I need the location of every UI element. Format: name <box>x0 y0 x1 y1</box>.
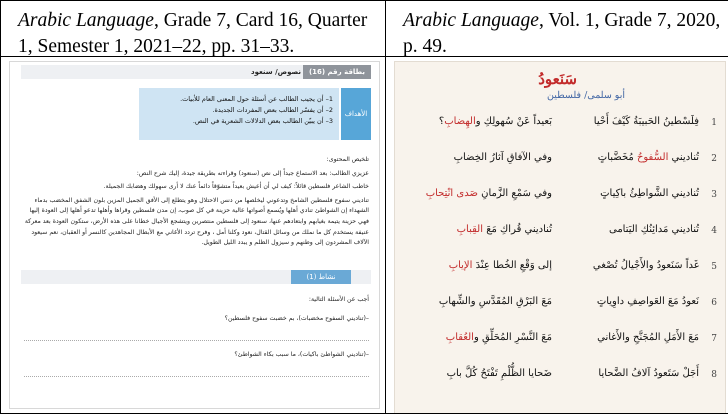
hemistich-second: وفي الآفاقِ آثارُ الخِضابِ <box>412 152 552 163</box>
worksheet-card <box>9 61 380 409</box>
objectives-box <box>139 88 339 140</box>
summary-heading: تلخيص المحتوى: <box>24 155 369 166</box>
hemistich-second: بَعيداً عَنْ سُهولِكِ والهِضابِ؟ <box>412 116 552 127</box>
objectives-label: الأهداف <box>341 88 371 140</box>
poem-line <box>407 220 717 250</box>
card-header <box>21 65 371 79</box>
poet-name: أبو سلمى/ فلسطين <box>547 90 625 101</box>
textbook-page <box>394 61 726 413</box>
line-number: 7 <box>711 334 717 344</box>
poem-line <box>407 184 717 214</box>
line-number: 6 <box>711 298 717 308</box>
hemistich-second: مَعَ البَرْقِ المُقَدَّسِ والشِّهابِ <box>412 296 552 307</box>
activity-header <box>21 270 371 284</box>
caption-right <box>386 1 728 56</box>
summary-paragraph: تناديني سفوح فلسطين الشامخ وتدعوني ليخلصها من دنس الاحتلال وهو يتطلع إلى الأفق الجميل المزين بلون الشفق المخضب بدماء الشهداء إن الشواطئ تنادي أهلها ويُسمع أصواتها عالية حزينة في كل صوب، إن مدن فلسطين وقراها وأهلها تدعو أهلها إلى العودة إليها فهي حزينة يتيمة بغيابهم وابتعادهم عنها، سنعود إلى فلسطين منتصرين ويتشجع الأجيال خطانا على هذه الأرض، ستكون العودة بعد معركة عنيفة يستخدم كل ما نملك من وسائل القتال، نعود وكلنا أمل ، وفرح تردد الأغاني مع الأبطال المجاهدين كالنسر أو العقبان، نعم سيعود الآلاف المشردون إلى وطنهم و سيزول الظلم و يبدد الليل الطويل. <box>24 196 369 249</box>
activity-questions <box>24 294 369 385</box>
hemistich-first: مَعَ الأَمَلِ المُجَنَّحِ والأَغاني <box>559 332 699 343</box>
summary-paragraph: عزيزي الطالب: بعد الاستماع جيداً إلى نص (سنعود) وقراءته بطريقة جيدة، إليك شرح النص: <box>24 169 369 180</box>
hemistich-second: إلى وَقْعِ الخُطا عِنْدَ الإيابِ <box>412 260 552 271</box>
poem-line <box>407 364 717 394</box>
objective-item: 2– أن يفسّر الطالب بعض المفردات الجديدة. <box>139 105 333 116</box>
caption-left-title: Arabic Language <box>18 10 154 31</box>
poem-line <box>407 292 717 322</box>
caption-right-title: Arabic Language <box>403 10 539 31</box>
hemistich-second: وفي سَمْعِ الزَّمانِ صَدى انْتِحابِ <box>412 188 552 199</box>
caption-right-cell <box>386 1 728 57</box>
objective-item: 1– أن يجيب الطالب عن أسئلة حول المعنى العام للأبيات. <box>139 94 333 105</box>
poem-line <box>407 328 717 358</box>
caption-left-cell <box>1 1 386 57</box>
objective-item: 3– أن يبيّن الطالب بعض الدلالات الشعرية في النص. <box>139 116 333 127</box>
image-right-cell <box>386 57 728 414</box>
questions-intro: أجب عن الأسئلة التالية: <box>24 294 369 305</box>
hemistich-first: غَداً سَنَعودُ والأَجْيالُ تُصْغي <box>559 260 699 271</box>
hemistich-second: مَعَ النَّسْرِ المُحَلِّقِ والعُقابِ <box>412 332 552 343</box>
hemistich-second: تُناديني قُراكِ مَعَ القِبابِ <box>412 224 552 235</box>
question-item: –(تناديني الشواطئ باكيات)، ما سبب بكاء الشواطئ؟ <box>24 349 369 360</box>
hemistich-second: ضَحايا الظُّلْمِ تَفْتَحُ كُلَّ بابِ <box>412 368 552 379</box>
line-number: 5 <box>711 262 717 272</box>
card-number: بطاقة رقم (16) <box>303 65 371 79</box>
line-number: 8 <box>711 370 717 380</box>
poem-title: سَنَعودُ <box>538 70 577 88</box>
line-number: 2 <box>711 154 717 164</box>
question-item: –(تناديني السفوح مخضبات)، بم خضبت سفوح فلسطين؟ <box>24 313 369 324</box>
hemistich-first: تُناديني الشَّواطِئُ باكِياتٍ <box>559 188 699 199</box>
caption-left-details: , Grade 7, Card 16, Quarter 1, Semester 1, 2021–22, pp. 31–33. <box>18 10 367 57</box>
activity-label: نشاط (1) <box>291 270 351 284</box>
hemistich-first: تُناديني السُّفوحُ مُخَضَّباتٍ <box>559 152 699 163</box>
answer-line <box>24 366 369 377</box>
hemistich-first: تُناديني مَدائِنُكِ اليَتامى <box>559 224 699 235</box>
poem-line <box>407 112 717 142</box>
card-subtitle: نصوص/ سنعود <box>251 65 301 79</box>
caption-right-details: , Vol. 1, Grade 7, 2020, p. 49. <box>403 10 720 57</box>
line-number: 1 <box>711 118 717 128</box>
hemistich-first: نَعودُ مَعَ العَواصِفِ داوِياتٍ <box>559 296 699 307</box>
poem-line <box>407 256 717 286</box>
content-summary <box>24 155 369 252</box>
image-left-cell <box>1 57 386 414</box>
hemistich-first: فِلَسْطينُ الحَبيبَةُ كَيْفَ أَحْيا <box>559 116 699 127</box>
hemistich-first: أَجَلْ سَتَعودُ آلافُ الضَّحايا <box>559 368 699 379</box>
caption-left <box>1 1 385 56</box>
line-number: 4 <box>711 226 717 236</box>
summary-paragraph: خاطب الشاعر فلسطين قائلاً: كيف لي أن أعيش بعيداً متشوّقاً دائماً عنك لا أرى سهولك وهضابك الجميلة. <box>24 182 369 193</box>
line-number: 3 <box>711 190 717 200</box>
answer-line <box>24 330 369 341</box>
poem-line <box>407 148 717 178</box>
